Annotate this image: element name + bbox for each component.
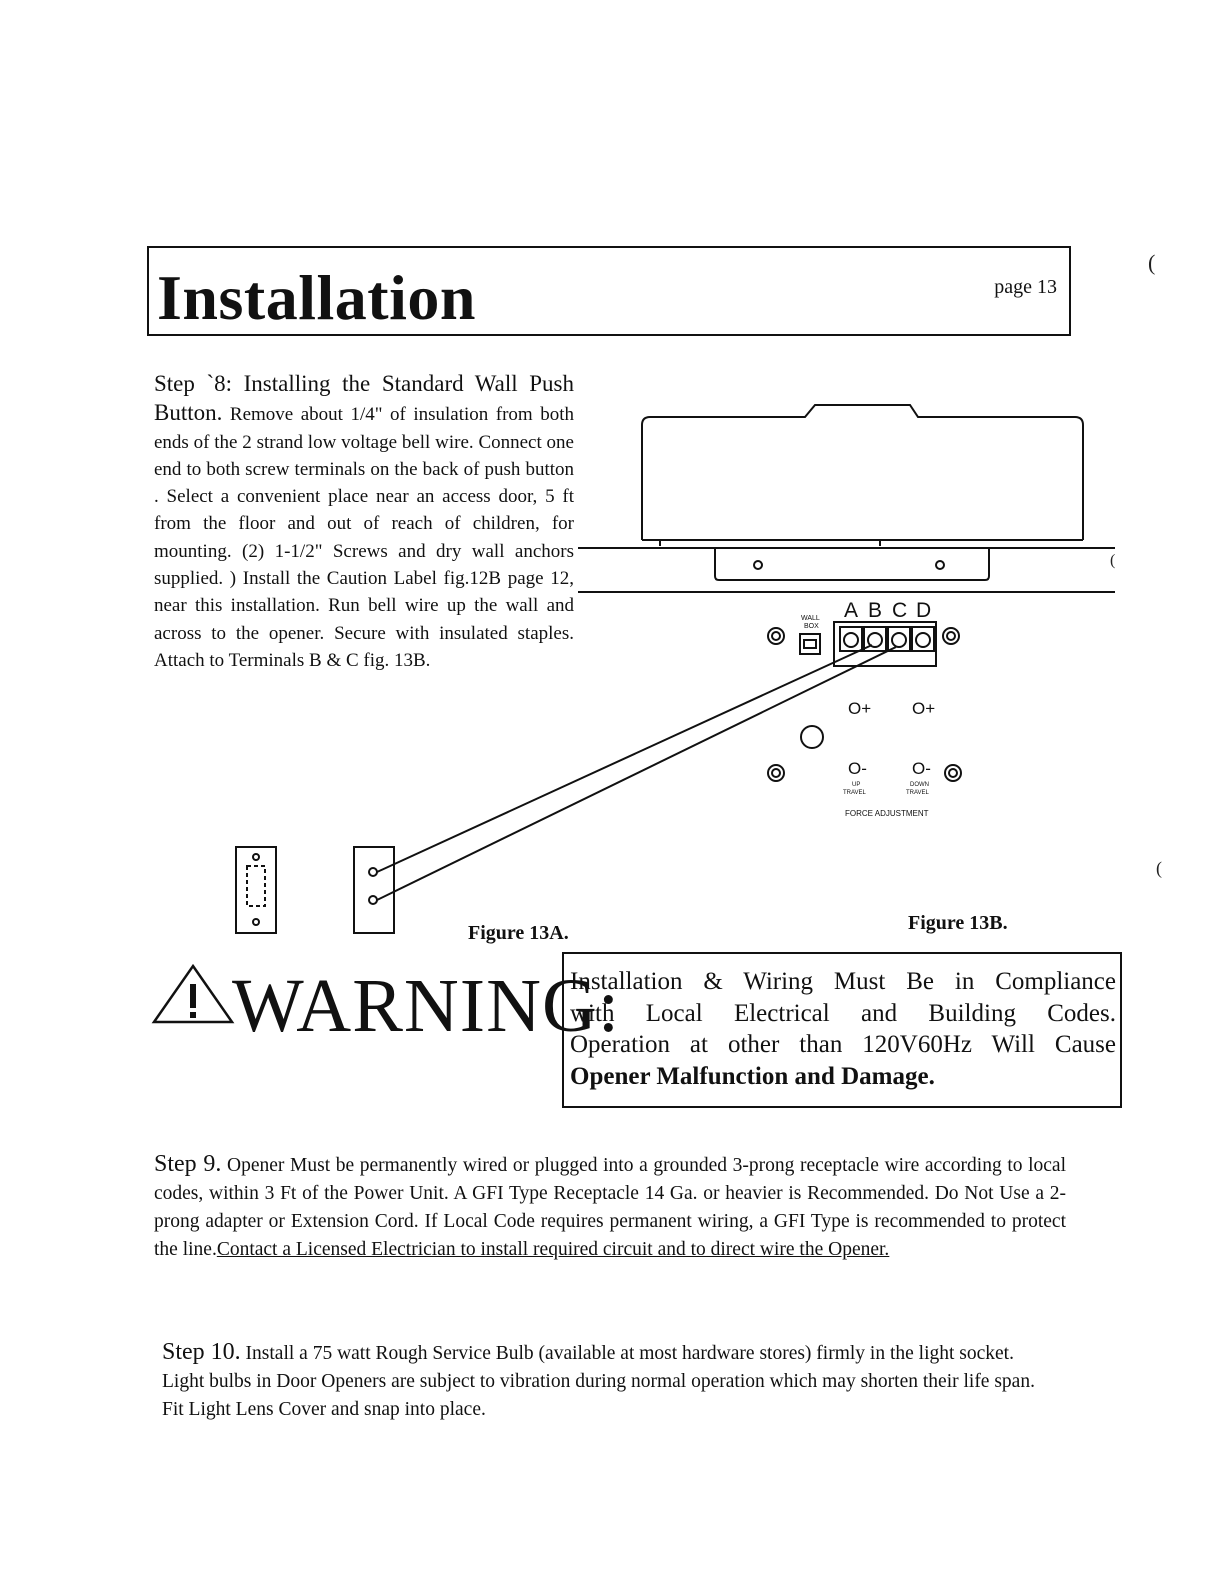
terminal-label-d: D [916,599,932,622]
force-adjustment-label: FORCE ADJUSTMENT [845,809,929,818]
step-9-electrician-note: Contact a Licensed Electrician to install required circuit and to direct wire the Opener. [216,1239,890,1260]
figure-13a-caption: Figure 13A. [468,922,569,944]
terminal-label-a: A [844,599,859,622]
terminal-a-screw [844,633,858,647]
terminal-label-b: B [868,599,883,622]
warning-line: Opener Malfunction and Damage. [570,1062,935,1090]
step-10-body: Install a 75 watt Rough Service Bulb (available at most hardware stores) firmly in the light socket. Light bulbs in Door Openers are subject to vibration during normal operation which may shorten their life span. Fit Light Lens Cover and snap into place. [162,1343,1035,1420]
down-travel-label: DOWN [910,782,929,788]
up-travel-label: UP [852,782,861,788]
bell-wire [377,645,872,872]
margin-mark: ( [1148,250,1156,275]
minus-label-up: O- [848,759,867,778]
wall-box-label: WALL [801,615,820,622]
warning-line: with Local Electrical and Building Codes. [570,999,1116,1027]
step-8-text [154,370,574,674]
terminal-c-screw [892,633,906,647]
terminal-strip [834,622,936,666]
warning-triangle-icon [150,962,236,1026]
up-travel-label: TRAVEL [843,790,866,796]
terminal-b-screw [868,633,882,647]
wall-button-plate-left [236,847,276,933]
mounting-bracket [715,548,989,580]
step-8-heading: Step `8: Installing the Standard Wall Push Button. [154,371,574,426]
wall-box-label: BOX [804,623,819,630]
step-10-text [162,1338,1052,1424]
step-9-heading: Step 9. [154,1151,222,1177]
step-9-text [154,1150,1066,1264]
wall-button-plate-right [354,847,394,933]
page-number: page 13 [994,276,1057,298]
warning-line: Installation & Wiring Must Be in Compliance [570,968,1116,995]
terminal-d-screw [916,633,930,647]
plus-label-down: O+ [912,699,936,718]
step-8-body: Remove about 1/4" of insulation from both ends of the 2 strand low voltage bell wire. Connect one end to both screw terminals on the back of push button . Select a convenient place near an access door, 5 ft from the floor and out of reach of children, for mounting. (2) 1-1/2" Screws and dry wall anchors supplied. ) Install the Caution Label fig.12B page 12, near this installation. Run bell wire up the wall and across to the opener. Secure with insulated staples. Attach to Terminals B & C fig. 13B. [154,404,575,671]
step-9-body: Opener Must be permanently wired or plugged into a grounded 3-prong receptacle wire according to local codes, within 3 Ft of the Power Unit. A GFI Type Receptacle 14 Ga. or heavier is Recommended. Do Not Use a 2-prong adapter or Extension Cord. If Local Code requires permanent wiring, a GFI Type is recommended to protect the line. [154,1155,1067,1260]
header-box [147,246,1071,336]
wall-box-terminal [800,634,820,654]
minus-label-down: O- [912,759,931,778]
step-10-heading: Step 10. [162,1339,241,1365]
indicator-light [801,726,823,748]
plus-label-up: O+ [848,699,872,718]
warning-title: WARNING: [232,964,620,1048]
warning-box [562,952,1122,1108]
down-travel-label: TRAVEL [906,790,929,796]
opener-housing [642,405,1083,540]
margin-mark: ( [1156,858,1162,878]
figure-13b-caption: Figure 13B. [908,912,1008,934]
warning-line: Operation at other than 120V60Hz Will Cause [570,1031,1116,1058]
page-title: Installation [157,262,476,333]
terminal-label-c: C [892,599,908,622]
margin-mark: ( [1110,552,1116,569]
